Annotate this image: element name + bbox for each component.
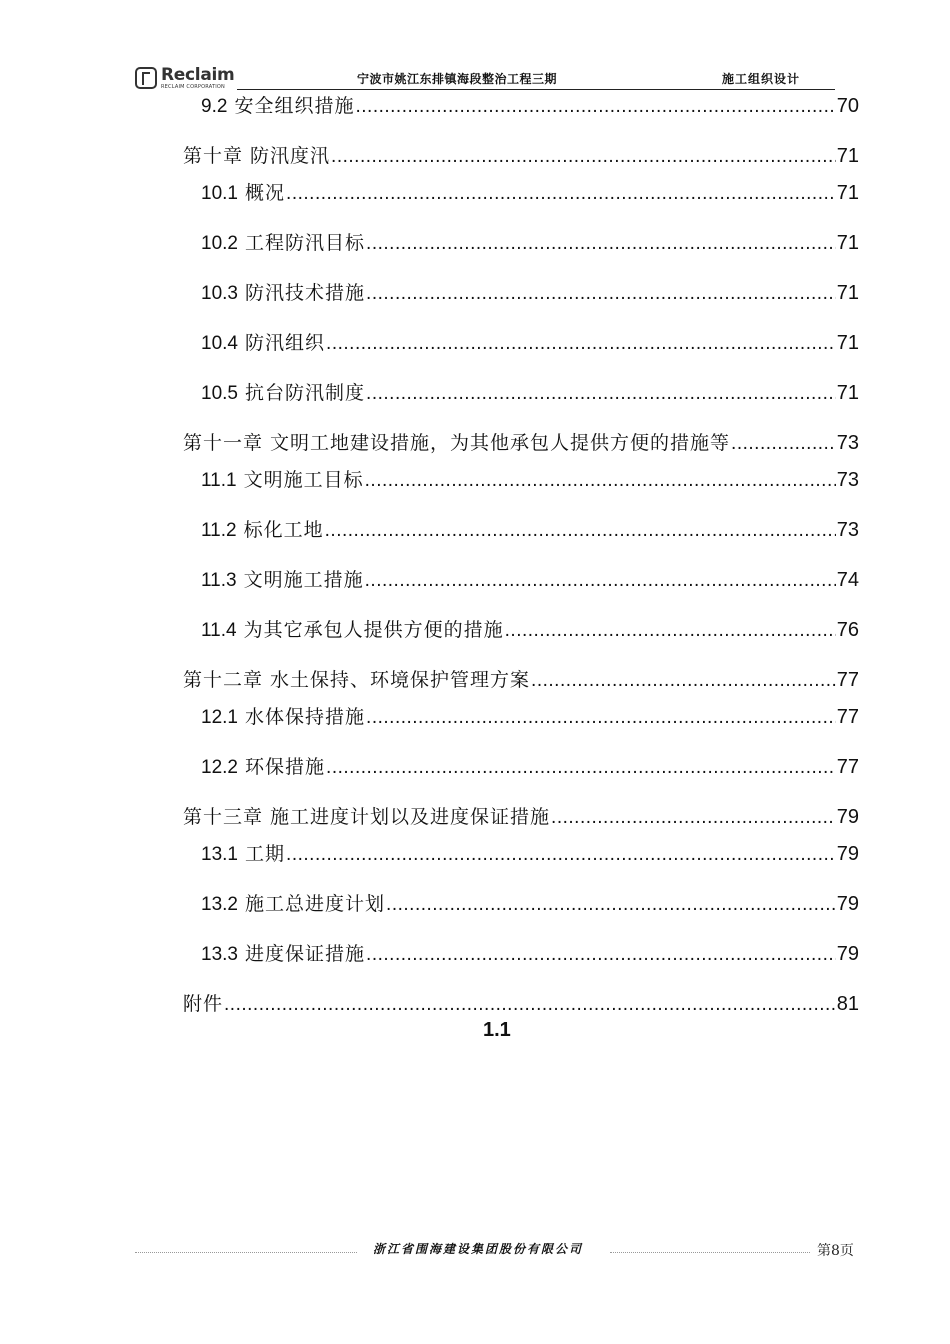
toc-entry-title: 第十三章 施工进度计划以及进度保证措施 [183,806,551,828]
toc-entry-number: 13.1 [201,844,238,865]
toc-entry-title: 第十二章 水土保持、环境保护管理方案 [183,669,531,691]
toc-entry-page: 74 [836,569,859,591]
toc-entry-title: 文明施工措施 [243,569,364,591]
toc-entry-title: 标化工地 [243,519,324,541]
toc-section-entry[interactable] [201,331,859,356]
toc-entry-page: 71 [836,282,859,304]
toc-entry-label [201,568,364,593]
toc-entry-page: 76 [836,619,859,641]
toc-entry-label [201,755,325,780]
toc-entry-label [183,805,550,829]
footer-rule-left [135,1252,357,1253]
toc-chapter-entry[interactable] [183,431,859,456]
toc-entry-label [201,381,365,406]
toc-section-entry[interactable] [201,231,859,256]
toc-entry-title: 文明施工目标 [243,469,364,491]
header-document-title: 施工组织设计 [722,72,801,86]
toc-leader-dots [366,232,836,256]
toc-leader-dots [286,843,836,867]
toc-section-entry[interactable] [201,705,859,730]
toc-entry-number: 11.3 [201,570,237,591]
toc-entry-page: 71 [836,332,859,354]
toc-entry-label [201,231,365,256]
toc-section-entry[interactable] [201,892,859,917]
toc-leader-dots [325,519,836,543]
logo-icon [135,67,157,89]
toc-leader-dots [326,756,836,780]
toc-entry-number: 11.1 [201,470,237,491]
toc-entry-title: 环保措施 [245,756,326,778]
header-project-title: 宁波市姚江东排镇海段整治工程三期 [357,72,558,86]
toc-entry-title: 为其它承包人提供方便的措施 [243,619,504,641]
toc-entry-number: 13.3 [201,944,238,965]
toc-entry-page: 71 [836,232,859,254]
toc-entry-page: 77 [836,756,859,778]
toc-chapter-entry[interactable] [183,668,859,693]
toc-entry-title: 防汛组织 [245,332,326,354]
logo-subtitle: RECLAIM CORPORATION [161,83,225,90]
toc-section-entry[interactable] [201,942,859,967]
toc-entry-number: 12.2 [201,757,238,778]
toc-entry-label [201,942,365,967]
toc-leader-dots [365,569,836,593]
toc-entry-label [201,705,365,730]
toc-chapter-entry[interactable] [183,144,859,169]
footer-page-number: 第8页 [817,1243,854,1259]
toc-entry-number: 11.4 [201,620,237,641]
toc-entry-page: 79 [836,943,859,965]
toc-chapter-entry[interactable] [183,992,859,1017]
toc-entry-label [201,892,385,917]
toc-entry-page: 73 [836,469,859,491]
toc-entry-page: 79 [836,893,859,915]
toc-leader-dots [286,182,836,206]
toc-entry-page: 71 [836,382,859,404]
toc-leader-dots [551,806,836,830]
toc-entry-page: 81 [836,993,859,1015]
toc-entry-title: 施工总进度计划 [245,893,386,915]
toc-entry-label [201,94,354,119]
toc-entry-page: 73 [836,432,859,454]
toc-entry-number: 11.2 [201,520,237,541]
toc-entry-title: 进度保证措施 [245,943,366,965]
toc-section-entry[interactable] [201,468,859,493]
toc-leader-dots [366,706,836,730]
toc-entry-number: 10.2 [201,233,238,254]
toc-entry-label [183,431,730,455]
toc-entry-number: 10.4 [201,333,238,354]
toc-entry-label [201,518,324,543]
toc-leader-dots [326,332,836,356]
toc-section-entry[interactable] [201,568,859,593]
toc-leader-dots [366,382,836,406]
toc-entry-label [201,281,365,306]
toc-section-entry[interactable] [201,618,859,643]
toc-entry-title: 安全组织措施 [234,95,355,117]
toc-leader-dots [731,432,836,456]
toc-entry-label [183,992,223,1016]
toc-leader-dots [331,145,836,169]
toc-entry-label [183,144,330,168]
toc-section-entry[interactable] [201,755,859,780]
toc-entry-number: 13.2 [201,894,238,915]
toc-entry-number: 10.3 [201,283,238,304]
toc-entry-title: 工程防汛目标 [245,232,366,254]
toc-entry-page: 77 [836,706,859,728]
toc-entry-number: 12.1 [201,707,238,728]
toc-entry-page: 77 [836,669,859,691]
toc-leader-dots [366,943,836,967]
toc-leader-dots [505,619,836,643]
toc-leader-dots [355,95,835,119]
toc-entry-number: 10.1 [201,183,238,204]
toc-entry-title: 抗台防汛制度 [245,382,366,404]
toc-section-entry[interactable] [201,94,859,119]
footer-rule-right [610,1252,810,1253]
toc-section-entry[interactable] [201,281,859,306]
toc-section-entry[interactable] [201,181,859,206]
toc-entry-title: 概况 [245,182,286,204]
toc-entry-label [201,331,325,356]
toc-section-entry[interactable] [201,518,859,543]
toc-entry-title: 第十章 防汛度汛 [183,145,331,167]
toc-section-entry[interactable] [201,381,859,406]
toc-section-entry[interactable] [201,842,859,867]
logo-name: Reclaim [161,64,235,85]
toc-entry-page: 73 [836,519,859,541]
toc-entry-title: 防汛技术措施 [245,282,366,304]
toc-entry-page: 79 [836,806,859,828]
toc-leader-dots [386,893,836,917]
section-marker: 1.1 [483,1019,511,1041]
toc-entry-label [201,618,504,643]
toc-entry-title: 工期 [245,843,286,865]
toc-entry-number: 9.2 [201,96,228,117]
toc-entry-page: 71 [836,182,859,204]
toc-entry-page: 71 [836,145,859,167]
company-logo [135,66,234,90]
toc-entry-title: 附件 [183,993,224,1015]
toc-entry-label [201,468,364,493]
toc-entry-number: 10.5 [201,383,238,404]
toc-entry-title: 第十一章 文明工地建设措施，为其他承包人提供方便的措施等 [183,432,731,454]
toc-leader-dots [366,282,836,306]
toc-entry-title: 水体保持措施 [245,706,366,728]
toc-leader-dots [365,469,836,493]
header-rule [237,89,835,90]
toc-entry-label [201,842,285,867]
toc-leader-dots [224,993,836,1017]
toc-entry-page: 79 [836,843,859,865]
toc-leader-dots [531,669,836,693]
toc-entry-label [201,181,285,206]
toc-entry-label [183,668,530,692]
toc-chapter-entry[interactable] [183,805,859,830]
footer-company: 浙江省围海建设集团股份有限公司 [373,1242,584,1256]
toc-entry-page: 70 [836,95,859,117]
